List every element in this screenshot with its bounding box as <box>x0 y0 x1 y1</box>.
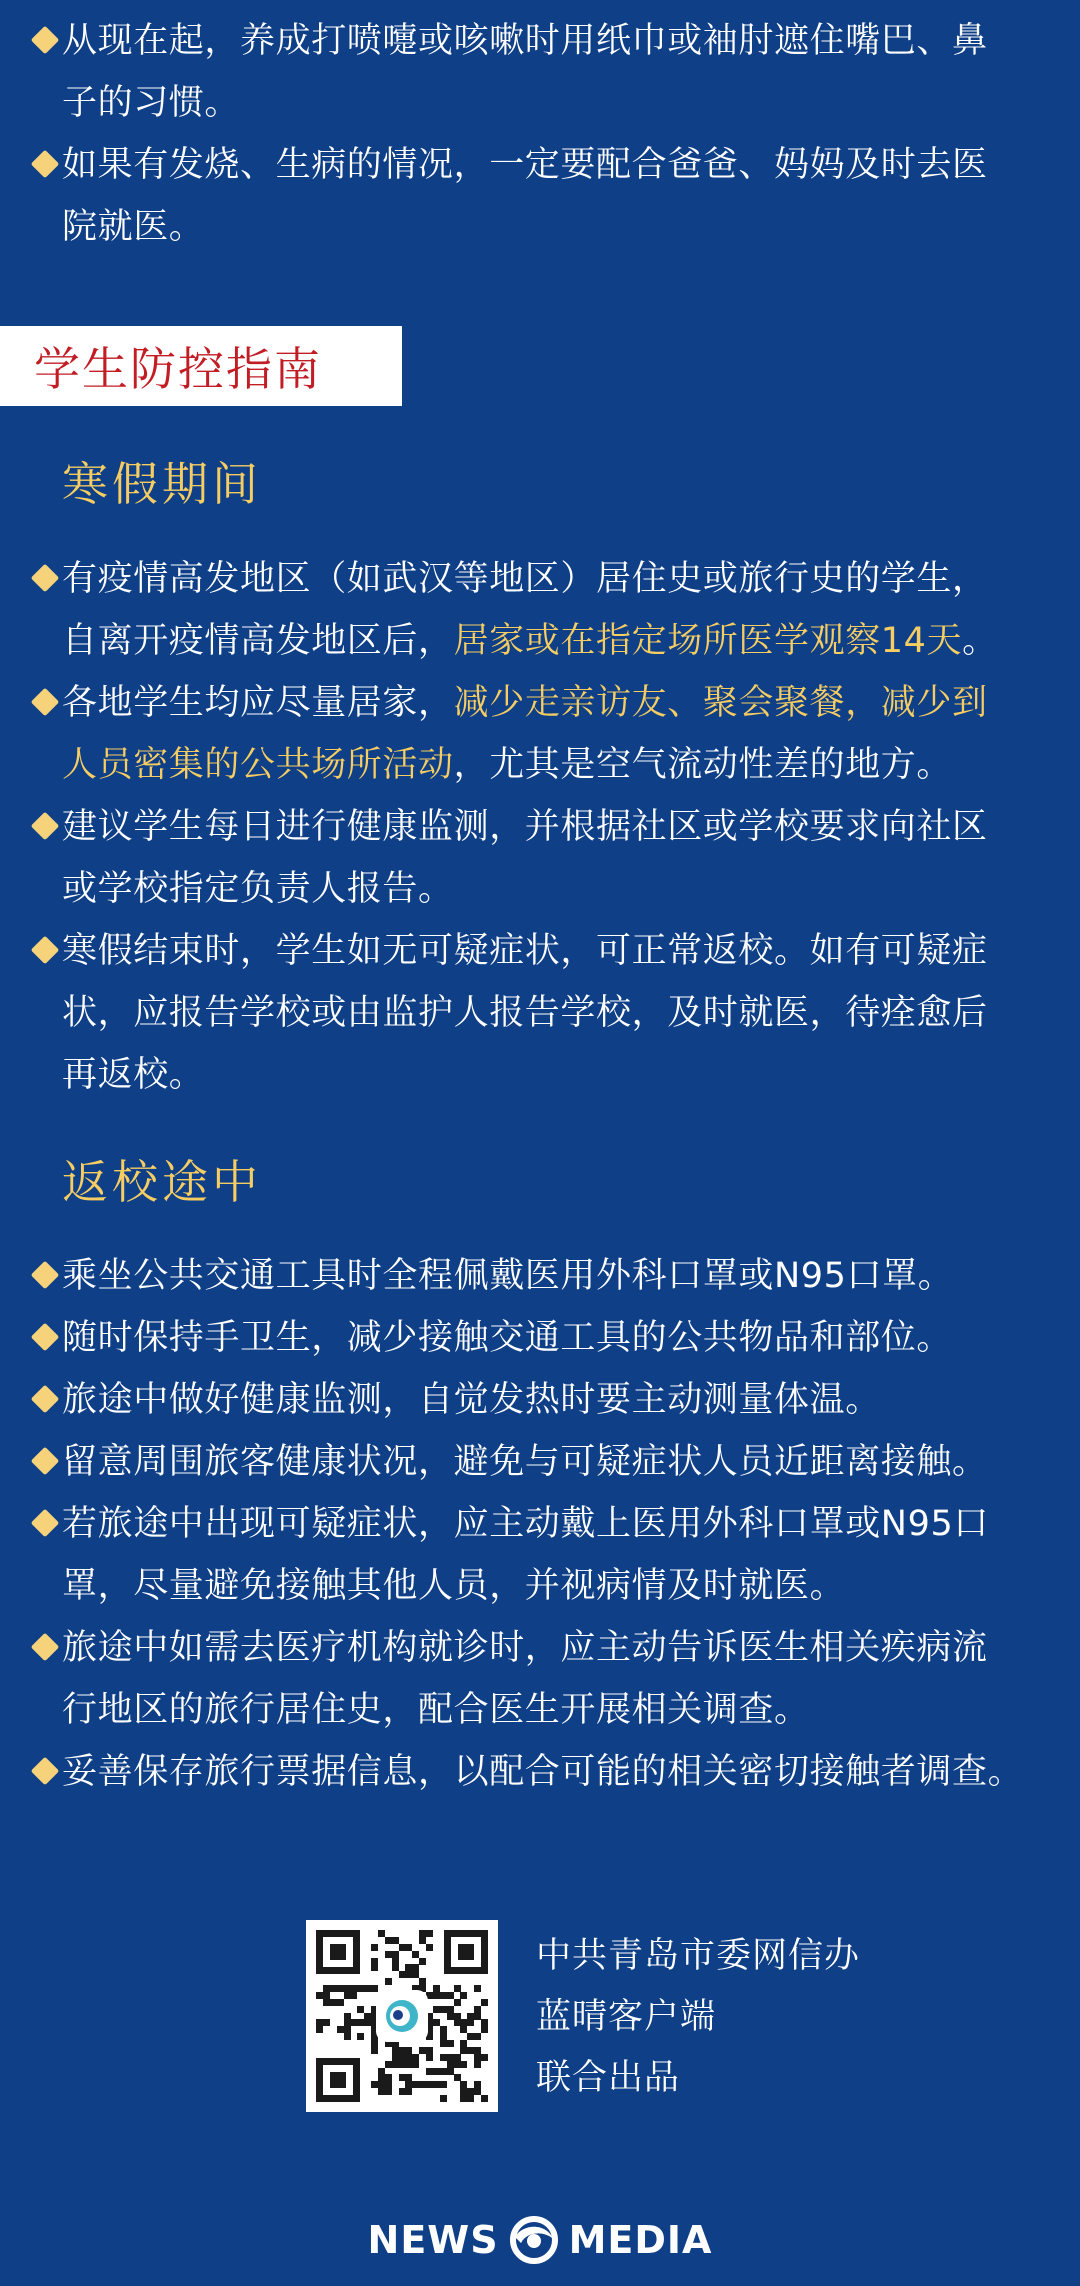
item-text: 旅途中如需去医疗机构就诊时，应主动告诉医生相关疾病流 <box>62 1628 988 1668</box>
qr-module <box>412 1971 419 1978</box>
list-item <box>0 1245 1080 1307</box>
qr-finder <box>444 1930 488 1974</box>
qr-module <box>350 1985 357 1992</box>
qr-module <box>371 1944 378 1951</box>
credit-line: 联合出品 <box>536 2058 681 2098</box>
qr-module <box>433 1992 440 1999</box>
qr-module <box>405 1944 412 1951</box>
list-item <box>0 134 1080 258</box>
qr-module <box>454 2061 461 2068</box>
qr-module <box>440 2006 447 2013</box>
bullet-icon <box>31 1447 60 1476</box>
qr-module <box>419 1978 426 1985</box>
item-text: 子的习惯。 <box>62 83 241 123</box>
qr-module <box>440 2040 447 2047</box>
qr-module <box>467 2013 474 2020</box>
highlight-text: 居家或在指定场所医学观察14天 <box>453 621 963 661</box>
qr-module <box>433 2068 440 2075</box>
qr-module <box>474 2013 481 2020</box>
qr-module <box>460 2088 467 2095</box>
item-text: 有疫情高发地区（如武汉等地区）居住史或旅行史的学生， <box>62 559 988 599</box>
qr-module <box>440 2026 447 2033</box>
qr-module <box>399 1971 406 1978</box>
qr-module <box>371 1985 378 1992</box>
bullet-icon <box>31 1757 60 1786</box>
qr-module <box>447 2013 454 2020</box>
qr-module <box>419 1930 426 1937</box>
qr-module <box>454 2019 461 2026</box>
qr-module <box>337 1999 344 2006</box>
qr-module <box>460 1992 467 1999</box>
qr-module <box>378 2074 385 2081</box>
qr-module <box>447 2040 454 2047</box>
qr-module <box>433 2081 440 2088</box>
qr-module <box>385 2074 392 2081</box>
item-text: 罩，尽量避免接触其他人员，并视病情及时就医。 <box>62 1566 846 1606</box>
list-item <box>0 920 1080 1106</box>
qr-module <box>412 1951 419 1958</box>
qr-module <box>364 2019 371 2026</box>
qr-module <box>454 2074 461 2081</box>
qr-module <box>412 2061 419 2068</box>
qr-module <box>474 2033 481 2040</box>
qr-module <box>330 1985 337 1992</box>
qr-module <box>454 1985 461 1992</box>
qr-module <box>426 2019 433 2026</box>
item-text: 状，应报告学校或由监护人报告学校，及时就医，待痊愈后 <box>62 993 988 1033</box>
qr-module <box>385 1951 392 1958</box>
qr-module <box>357 2006 364 2013</box>
item-text: 乘坐公共交通工具时全程佩戴医用外科口罩或N95口罩。 <box>62 1256 954 1296</box>
qr-module <box>426 2026 433 2033</box>
qr-module <box>399 2074 406 2081</box>
qr-module <box>378 2081 385 2088</box>
qr-module <box>467 2047 474 2054</box>
qr-module <box>371 1958 378 1965</box>
qr-module <box>323 2019 330 2026</box>
qr-module <box>426 2068 433 2075</box>
qr-module <box>405 2054 412 2061</box>
credits <box>536 1926 860 2109</box>
qr-module <box>371 2033 378 2040</box>
qr-module <box>426 2047 433 2054</box>
winter-heading: 寒假期间 <box>62 457 262 511</box>
qr-module <box>385 2088 392 2095</box>
qr-module <box>378 1930 385 1937</box>
qr-module <box>392 2054 399 2061</box>
qr-module <box>433 1985 440 1992</box>
qr-module <box>378 2068 385 2075</box>
qr-module <box>405 2088 412 2095</box>
qr-module <box>426 2054 433 2061</box>
qr-module <box>392 2040 399 2047</box>
item-text: 各地学生均应尽量居家，减少走亲访友、聚会聚餐，减少到 <box>62 683 988 723</box>
qr-module <box>385 2081 392 2088</box>
qr-module <box>405 1964 412 1971</box>
qr-module <box>399 2061 406 2068</box>
qr-module <box>378 2088 385 2095</box>
qr-module <box>460 2047 467 2054</box>
qr-module <box>399 2054 406 2061</box>
item-text: 旅途中做好健康监测，自觉发热时要主动测量体温。 <box>62 1380 881 1420</box>
news-media-logo <box>360 2208 720 2272</box>
bullet-icon <box>31 1323 60 1352</box>
app-logo-icon <box>379 1993 425 2039</box>
qr-module <box>447 2068 454 2075</box>
qr-module <box>481 2054 488 2061</box>
qr-module <box>385 1937 392 1944</box>
logo-text-right: MEDIA <box>568 2218 713 2262</box>
item-text: 留意周围旅客健康状况，避免与可疑症状人员近距离接触。 <box>62 1442 988 1482</box>
logo-text-left: NEWS <box>367 2218 499 2262</box>
qr-module <box>474 2054 481 2061</box>
qr-module <box>344 1992 351 1999</box>
qr-module <box>481 2019 488 2026</box>
qr-module <box>467 2033 474 2040</box>
qr-module <box>344 2019 351 2026</box>
qr-finder <box>316 1930 360 1974</box>
qr-module <box>440 2033 447 2040</box>
highlight-text: 人员密集的公共场所活动 <box>62 745 454 785</box>
qr-module <box>447 2061 454 2068</box>
qr-module <box>419 1985 426 1992</box>
item-text: 院就医。 <box>62 207 205 247</box>
qr-code[interactable] <box>306 1920 498 2112</box>
qr-module <box>323 1999 330 2006</box>
qr-module <box>412 1985 419 1992</box>
qr-module <box>460 2026 467 2033</box>
qr-module <box>426 2013 433 2020</box>
qr-module <box>405 2061 412 2068</box>
item-text: 自离开疫情高发地区后，居家或在指定场所医学观察14天。 <box>62 621 998 661</box>
item-text: 从现在起，养成打喷嚏或咳嗽时用纸巾或袖肘遮住嘴巴、鼻 <box>62 21 988 61</box>
bullet-icon <box>31 812 60 841</box>
qr-module <box>337 1985 344 1992</box>
qr-module <box>399 2088 406 2095</box>
qr-module <box>385 2061 392 2068</box>
qr-module <box>392 1958 399 1965</box>
qr-module <box>440 2054 447 2061</box>
qr-module <box>371 2026 378 2033</box>
qr-module <box>371 2081 378 2088</box>
bullet-icon <box>31 1633 60 1662</box>
qr-module <box>419 2047 426 2054</box>
qr-module <box>371 2006 378 2013</box>
qr-module <box>419 1958 426 1965</box>
qr-module <box>460 2040 467 2047</box>
qr-module <box>371 2013 378 2020</box>
qr-module <box>330 1999 337 2006</box>
qr-module <box>412 2081 419 2088</box>
qr-module <box>454 2054 461 2061</box>
item-text: 若旅途中出现可疑症状，应主动戴上医用外科口罩或N95口 <box>62 1504 989 1544</box>
qr-module <box>426 2081 433 2088</box>
qr-module <box>481 2026 488 2033</box>
qr-module <box>371 2047 378 2054</box>
item-text: 建议学生每日进行健康监测，并根据社区或学校要求向社区 <box>62 807 988 847</box>
item-text: 妥善保存旅行票据信息，以配合可能的相关密切接触者调查。 <box>62 1752 1024 1792</box>
qr-module <box>405 2047 412 2054</box>
qr-module <box>440 2081 447 2088</box>
qr-module <box>454 1999 461 2006</box>
qr-module <box>350 1992 357 1999</box>
return-heading: 返校途中 <box>62 1155 262 1209</box>
credit-line: 中共青岛市委网信办 <box>536 1936 861 1976</box>
intro-list <box>0 10 1080 258</box>
qr-module <box>460 2095 467 2102</box>
list-item <box>0 796 1080 920</box>
bullet-icon <box>31 564 60 593</box>
qr-module <box>467 2088 474 2095</box>
qr-module <box>460 2019 467 2026</box>
qr-module <box>474 2088 481 2095</box>
qr-module <box>316 2026 323 2033</box>
qr-module <box>385 2040 392 2047</box>
qr-code-pattern <box>316 1930 488 2102</box>
qr-module <box>392 2061 399 2068</box>
bullet-icon <box>31 1509 60 1538</box>
qr-module <box>447 1992 454 1999</box>
list-item <box>0 548 1080 672</box>
qr-module <box>440 2095 447 2102</box>
qr-module <box>474 2047 481 2054</box>
item-text: 再返校。 <box>62 1055 205 1095</box>
qr-module <box>433 2019 440 2026</box>
bullet-icon <box>31 688 60 717</box>
qr-module <box>440 2068 447 2075</box>
qr-module <box>357 1985 364 1992</box>
qr-module <box>371 2019 378 2026</box>
qr-module <box>364 2013 371 2020</box>
bullet-icon <box>31 1385 60 1414</box>
bullet-icon <box>31 150 60 179</box>
qr-module <box>454 2013 461 2020</box>
bullet-icon <box>31 936 60 965</box>
qr-module <box>419 2081 426 2088</box>
qr-module <box>412 2054 419 2061</box>
qr-module <box>474 2061 481 2068</box>
list-item <box>0 1741 1080 1803</box>
qr-module <box>467 2019 474 2026</box>
qr-module <box>344 1985 351 1992</box>
qr-module <box>426 2033 433 2040</box>
qr-module <box>426 1944 433 1951</box>
qr-module <box>474 2006 481 2013</box>
qr-module <box>474 1985 481 1992</box>
qr-module <box>392 1964 399 1971</box>
list-item <box>0 1307 1080 1369</box>
qr-module <box>405 1971 412 1978</box>
section-banner <box>0 326 402 406</box>
credit-line: 蓝晴客户端 <box>536 1997 717 2037</box>
list-item <box>0 672 1080 796</box>
qr-module <box>323 1985 330 1992</box>
qr-module <box>426 1930 433 1937</box>
qr-module <box>344 2026 351 2033</box>
item-text: 寒假结束时，学生如无可疑症状，可正常返校。如有可疑症 <box>62 931 988 971</box>
qr-module <box>481 1999 488 2006</box>
highlight-text: 减少走亲访友、聚会聚餐，减少到 <box>453 683 988 723</box>
qr-module <box>344 2013 351 2020</box>
item-text: 或学校指定负责人报告。 <box>62 869 454 909</box>
bullet-icon <box>31 26 60 55</box>
winter-list <box>0 548 1080 1106</box>
qr-module <box>385 1978 392 1985</box>
qr-module <box>447 2006 454 2013</box>
qr-module <box>440 1992 447 1999</box>
qr-module <box>371 2040 378 2047</box>
list-item <box>0 1617 1080 1741</box>
item-text: 如果有发烧、生病的情况，一定要配合爸爸、妈妈及时去医 <box>62 145 988 185</box>
section-title: 学生防控指南 <box>34 342 322 396</box>
qr-module <box>364 1985 371 1992</box>
qr-module <box>447 2054 454 2061</box>
qr-module <box>460 2061 467 2068</box>
qr-module <box>392 1937 399 1944</box>
item-text: 行地区的旅行居住史，配合医生开展相关调查。 <box>62 1690 810 1730</box>
qr-module <box>474 2081 481 2088</box>
return-list <box>0 1245 1080 1803</box>
qr-module <box>350 2019 357 2026</box>
list-item <box>0 10 1080 134</box>
qr-module <box>316 1992 323 1999</box>
list-item <box>0 1369 1080 1431</box>
qr-module <box>323 1992 330 1999</box>
list-item <box>0 1493 1080 1617</box>
qr-module <box>316 2019 323 2026</box>
item-text: 随时保持手卫生，减少接触交通工具的公共物品和部位。 <box>62 1318 953 1358</box>
qr-module <box>426 1992 433 1999</box>
item-text: 人员密集的公共场所活动，尤其是空气流动性差的地方。 <box>62 745 953 785</box>
qr-finder <box>316 2058 360 2102</box>
qr-module <box>357 2033 364 2040</box>
qr-module <box>337 2026 344 2033</box>
qr-module <box>392 1951 399 1958</box>
qr-module <box>460 2081 467 2088</box>
qr-module <box>399 1944 406 1951</box>
qr-module <box>405 2081 412 2088</box>
qr-module <box>399 2047 406 2054</box>
bullet-icon <box>31 1261 60 1290</box>
qr-module <box>371 1964 378 1971</box>
list-item <box>0 1431 1080 1493</box>
qr-module <box>344 2033 351 2040</box>
qr-module <box>412 1964 419 1971</box>
qr-module <box>405 2074 412 2081</box>
qr-module <box>433 2006 440 2013</box>
qr-module <box>467 2095 474 2102</box>
qr-module <box>392 2047 399 2054</box>
qr-module <box>419 1937 426 1944</box>
qr-module <box>481 2095 488 2102</box>
qr-module <box>357 2019 364 2026</box>
logo-swirl-icon <box>503 2215 565 2265</box>
